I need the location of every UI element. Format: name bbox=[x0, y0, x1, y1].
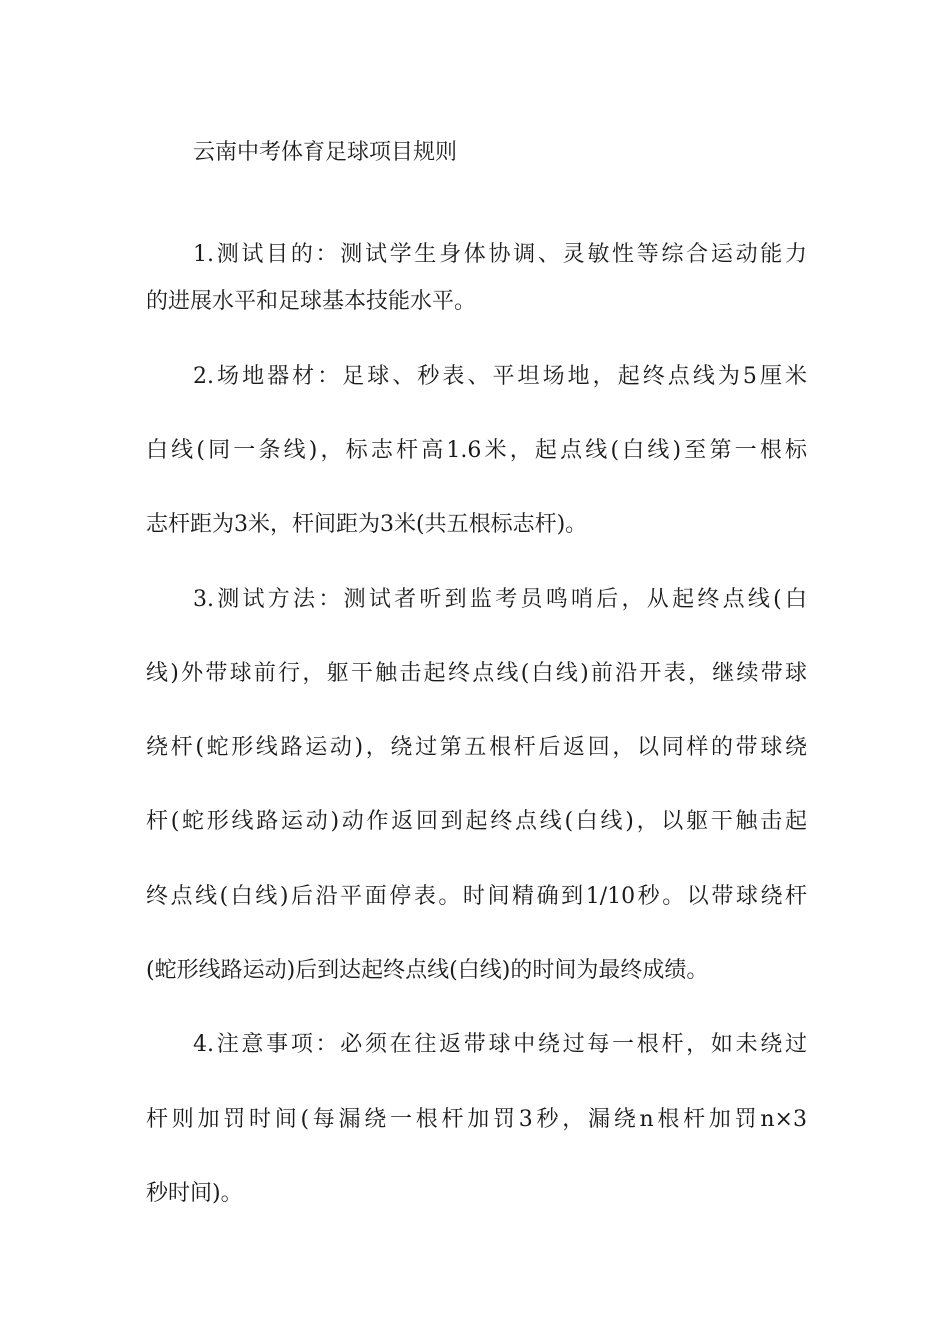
paragraph-line: 终点线(白线)后沿平面停表。时间精确到1/10秒。以带球绕杆 bbox=[146, 884, 807, 909]
paragraph-line: 绕杆(蛇形线路运动)，绕过第五根杆后返回，以同样的带球绕 bbox=[146, 735, 807, 760]
paragraph-line: 白线(同一条线)，标志杆高1.6米，起点线(白线)至第一根标 bbox=[146, 438, 807, 463]
document-title: 云南中考体育足球项目规则 bbox=[193, 140, 458, 165]
paragraph-line: 3.测试方法：测试者听到监考员鸣哨后，从起终点线(白 bbox=[193, 587, 807, 612]
paragraph-line: 2.场地器材：足球、秒表、平坦场地，起终点线为5厘米 bbox=[193, 364, 807, 389]
paragraph-line: (蛇形线路运动)后到达起终点线(白线)的时间为最终成绩。 bbox=[146, 958, 709, 983]
paragraph-line: 杆(蛇形线路运动)动作返回到起终点线(白线)，以躯干触击起 bbox=[146, 809, 807, 834]
paragraph-line: 线)外带球前行，躯干触击起终点线(白线)前沿开表，继续带球 bbox=[146, 661, 807, 686]
paragraph-line: 的进展水平和足球基本技能水平。 bbox=[146, 289, 477, 314]
paragraph-line: 1.测试目的：测试学生身体协调、灵敏性等综合运动能力 bbox=[193, 242, 807, 267]
paragraph-line: 杆则加罚时间(每漏绕一根杆加罚3秒，漏绕n根杆加罚n×3 bbox=[146, 1107, 807, 1132]
paragraph-line: 志杆距为3米，杆间距为3米(共五根标志杆)。 bbox=[146, 512, 588, 537]
paragraph-line: 秒时间)。 bbox=[146, 1181, 243, 1206]
paragraph-line: 4.注意事项：必须在往返带球中绕过每一根杆，如未绕过 bbox=[193, 1032, 807, 1057]
